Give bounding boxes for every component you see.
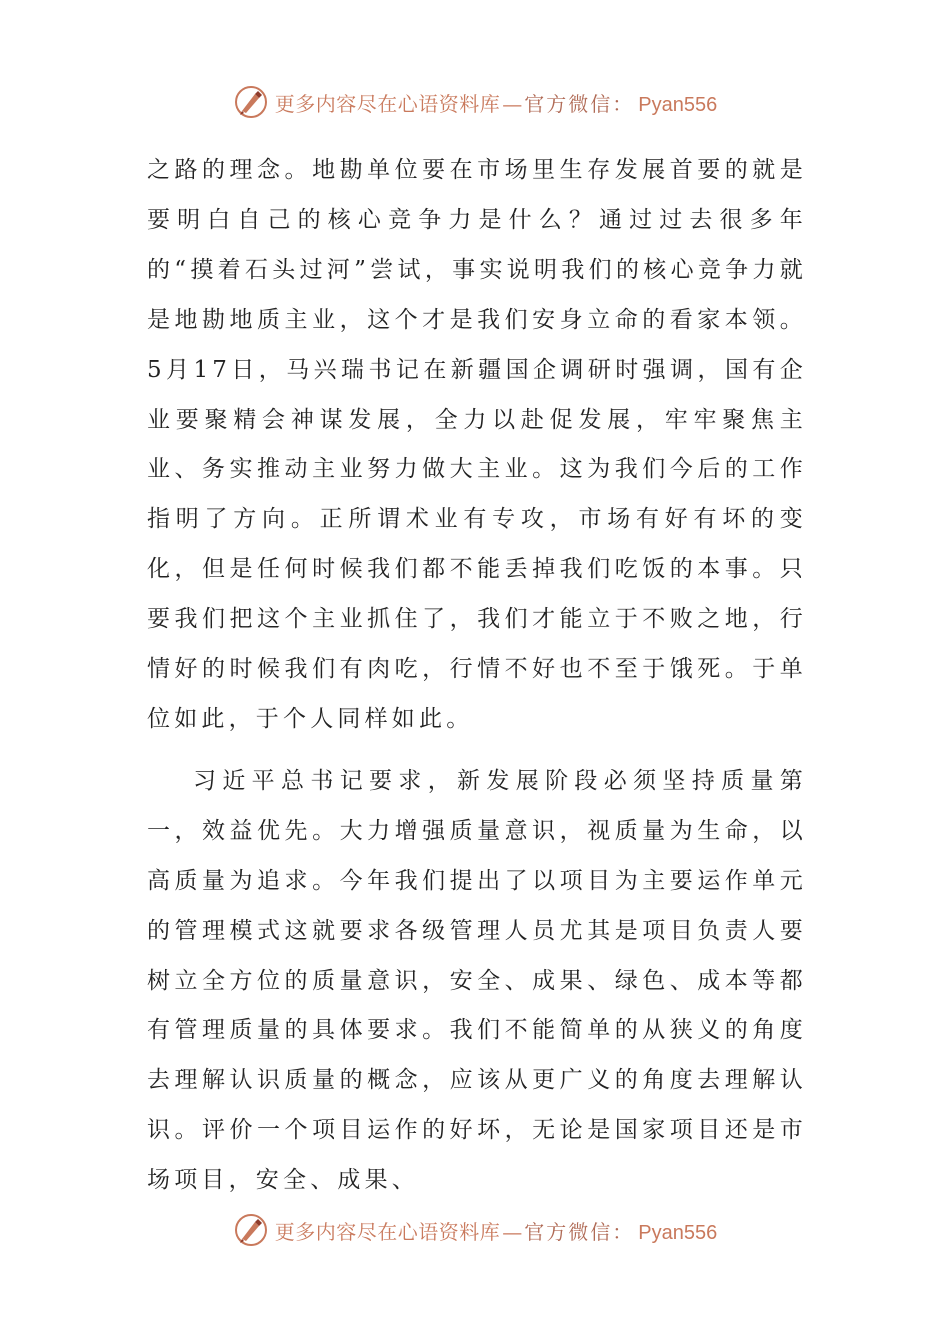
watermark-text bbox=[275, 88, 717, 117]
watermark-sub: 官方微信： bbox=[524, 1219, 635, 1244]
watermark-text bbox=[275, 1216, 717, 1245]
watermark-main: 更多内容尽在心语资料库 bbox=[274, 1219, 501, 1244]
paragraph-1: 之路的理念。地勘单位要在市场里生存发展首要的就是要明白自己的核心竞争力是什么？通过过去很多年的“摸着石头过河”尝试，事实说明我们的核心竞争力就是地勘地质主业，这个才是我们安身立命的看家本领。5月17日，马兴瑞书记在新疆国企调研时强调，国有企业要聚精会神谋发展，全力以赴促发展，牢牢聚焦主业、务实推动主业努力做大主业。这为我们今后的工作指明了方向。正所谓术业有专攻，市场有好有坏的变化，但是任何时候我们都不能丢掉我们吃饭的本事。只要我们把这个主业抓住了，我们才能立于不败之地，行情好的时候我们有肉吃，行情不好也不至于饿死。于单位如此，于个人同样如此。 bbox=[147, 157, 807, 732]
watermark-id: Pyan556 bbox=[638, 93, 718, 116]
pen-nib-logo-icon bbox=[233, 84, 269, 120]
watermark-main: 更多内容尽在心语资料库 bbox=[274, 91, 501, 116]
header-watermark bbox=[0, 82, 950, 122]
watermark-dash: — bbox=[502, 1219, 523, 1244]
document-body bbox=[147, 146, 807, 1206]
pen-nib-logo-icon bbox=[233, 1212, 269, 1248]
watermark-id: Pyan556 bbox=[638, 1221, 718, 1244]
watermark-dash: — bbox=[502, 91, 523, 116]
footer-watermark bbox=[0, 1210, 950, 1250]
paragraph-2: 习近平总书记要求，新发展阶段必须坚持质量第一，效益优先。大力增强质量意识，视质量为生命，以高质量为追求。今年我们提出了以项目为主要运作单元的管理模式这就要求各级管理人员尤其是项目负责人要树立全方位的质量意识，安全、成果、绿色、成本等都有管理质量的具体要求。我们不能简单的从狭义的角度去理解认识质量的概念，应该从更广义的角度去理解认识。评价一个项目运作的好坏，无论是国家项目还是市场项目，安全、成果、 bbox=[147, 767, 807, 1194]
watermark-sub: 官方微信： bbox=[524, 91, 635, 116]
